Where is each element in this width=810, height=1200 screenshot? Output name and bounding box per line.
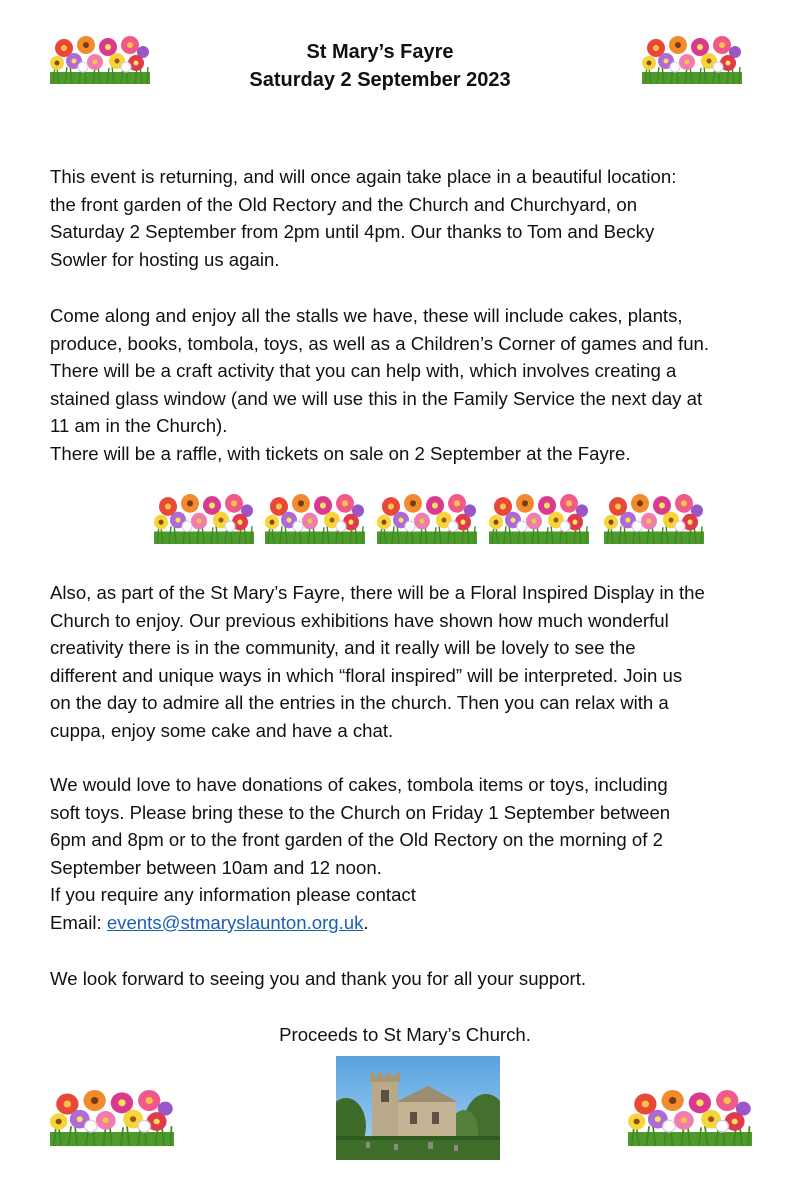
text-line: Saturday 2 September from 2pm until 4pm. Our thanks to Tom and Becky — [50, 221, 655, 242]
stalls-paragraph — [50, 302, 790, 467]
flower-border-icon — [489, 494, 589, 544]
email-link[interactable]: events@stmaryslaunton.org.uk — [106, 911, 364, 933]
text-line: Come along and enjoy all the stalls we have, these will include cakes, plants, — [50, 305, 683, 326]
text-line: This event is returning, and will once again take place in a beautiful location: — [50, 166, 677, 187]
email-label: Email: — [50, 911, 107, 933]
flower-border-icon — [265, 494, 365, 544]
church-photo — [336, 1056, 500, 1160]
closing-paragraph — [50, 965, 790, 993]
text-line: 11 am in the Church). — [50, 415, 228, 436]
text-line: the front garden of the Old Rectory and the Church and Churchyard, on — [50, 193, 638, 215]
text-line: different and unique ways in which “floral inspired” will be interpreted. Join us — [50, 664, 683, 686]
email-line — [50, 909, 790, 937]
text-line: creativity there is in the community, and it really will be lovely to see the — [50, 637, 636, 658]
flower-border-icon — [642, 36, 742, 84]
event-name: St Mary’s Fayre — [306, 41, 454, 63]
proceeds-text: Proceeds to St Mary’s Church. — [279, 1024, 531, 1045]
text-line: on the day to admire all the entries in the church. Then you can relax with a — [50, 692, 669, 713]
text-line: 6pm and 8pm or to the front garden of the Old Rectory on the morning of 2 — [50, 829, 663, 850]
flower-border-icon — [154, 494, 254, 544]
text-line: Also, as part of the St Mary’s Fayre, there will be a Floral Inspired Display in the — [50, 582, 705, 603]
floral-display-paragraph — [50, 579, 790, 744]
text-line: soft toys. Please bring these to the Church on Friday 1 September between — [50, 801, 671, 823]
text-line: produce, books, tombola, toys, as well as a Children’s Corner of games and fun. — [50, 332, 710, 354]
text-line: Church to enjoy. Our previous exhibitions have shown how much wonderful — [50, 609, 669, 631]
flower-border-icon — [604, 494, 704, 544]
page-title — [180, 38, 580, 94]
donations-paragraph — [50, 771, 790, 936]
text-line: September between 10am and 12 noon. — [50, 856, 382, 878]
email-suffix: . — [363, 911, 369, 933]
text-line: There will be a raffle, with tickets on sale on 2 September at the Fayre. — [50, 442, 631, 464]
text-line: Sowler for hosting us again. — [50, 248, 280, 270]
text-line: We would love to have donations of cakes, tombola items or toys, including — [50, 774, 668, 795]
text-line: If you require any information please contact — [50, 884, 416, 905]
event-date: Saturday 2 September 2023 — [249, 69, 511, 91]
text-line: We look forward to seeing you and thank you for all your support. — [50, 968, 587, 989]
flower-border-icon — [377, 494, 477, 544]
text-line: cuppa, enjoy some cake and have a chat. — [50, 719, 394, 741]
intro-paragraph — [50, 163, 790, 273]
text-line: There will be a craft activity that you can help with, which involves creating a — [50, 360, 677, 381]
flower-border-icon — [628, 1090, 752, 1146]
text-line: stained glass window (and we will use this in the Family Service the next day at — [50, 387, 703, 409]
flower-border-icon — [50, 1090, 174, 1146]
flower-border-icon — [50, 36, 150, 84]
